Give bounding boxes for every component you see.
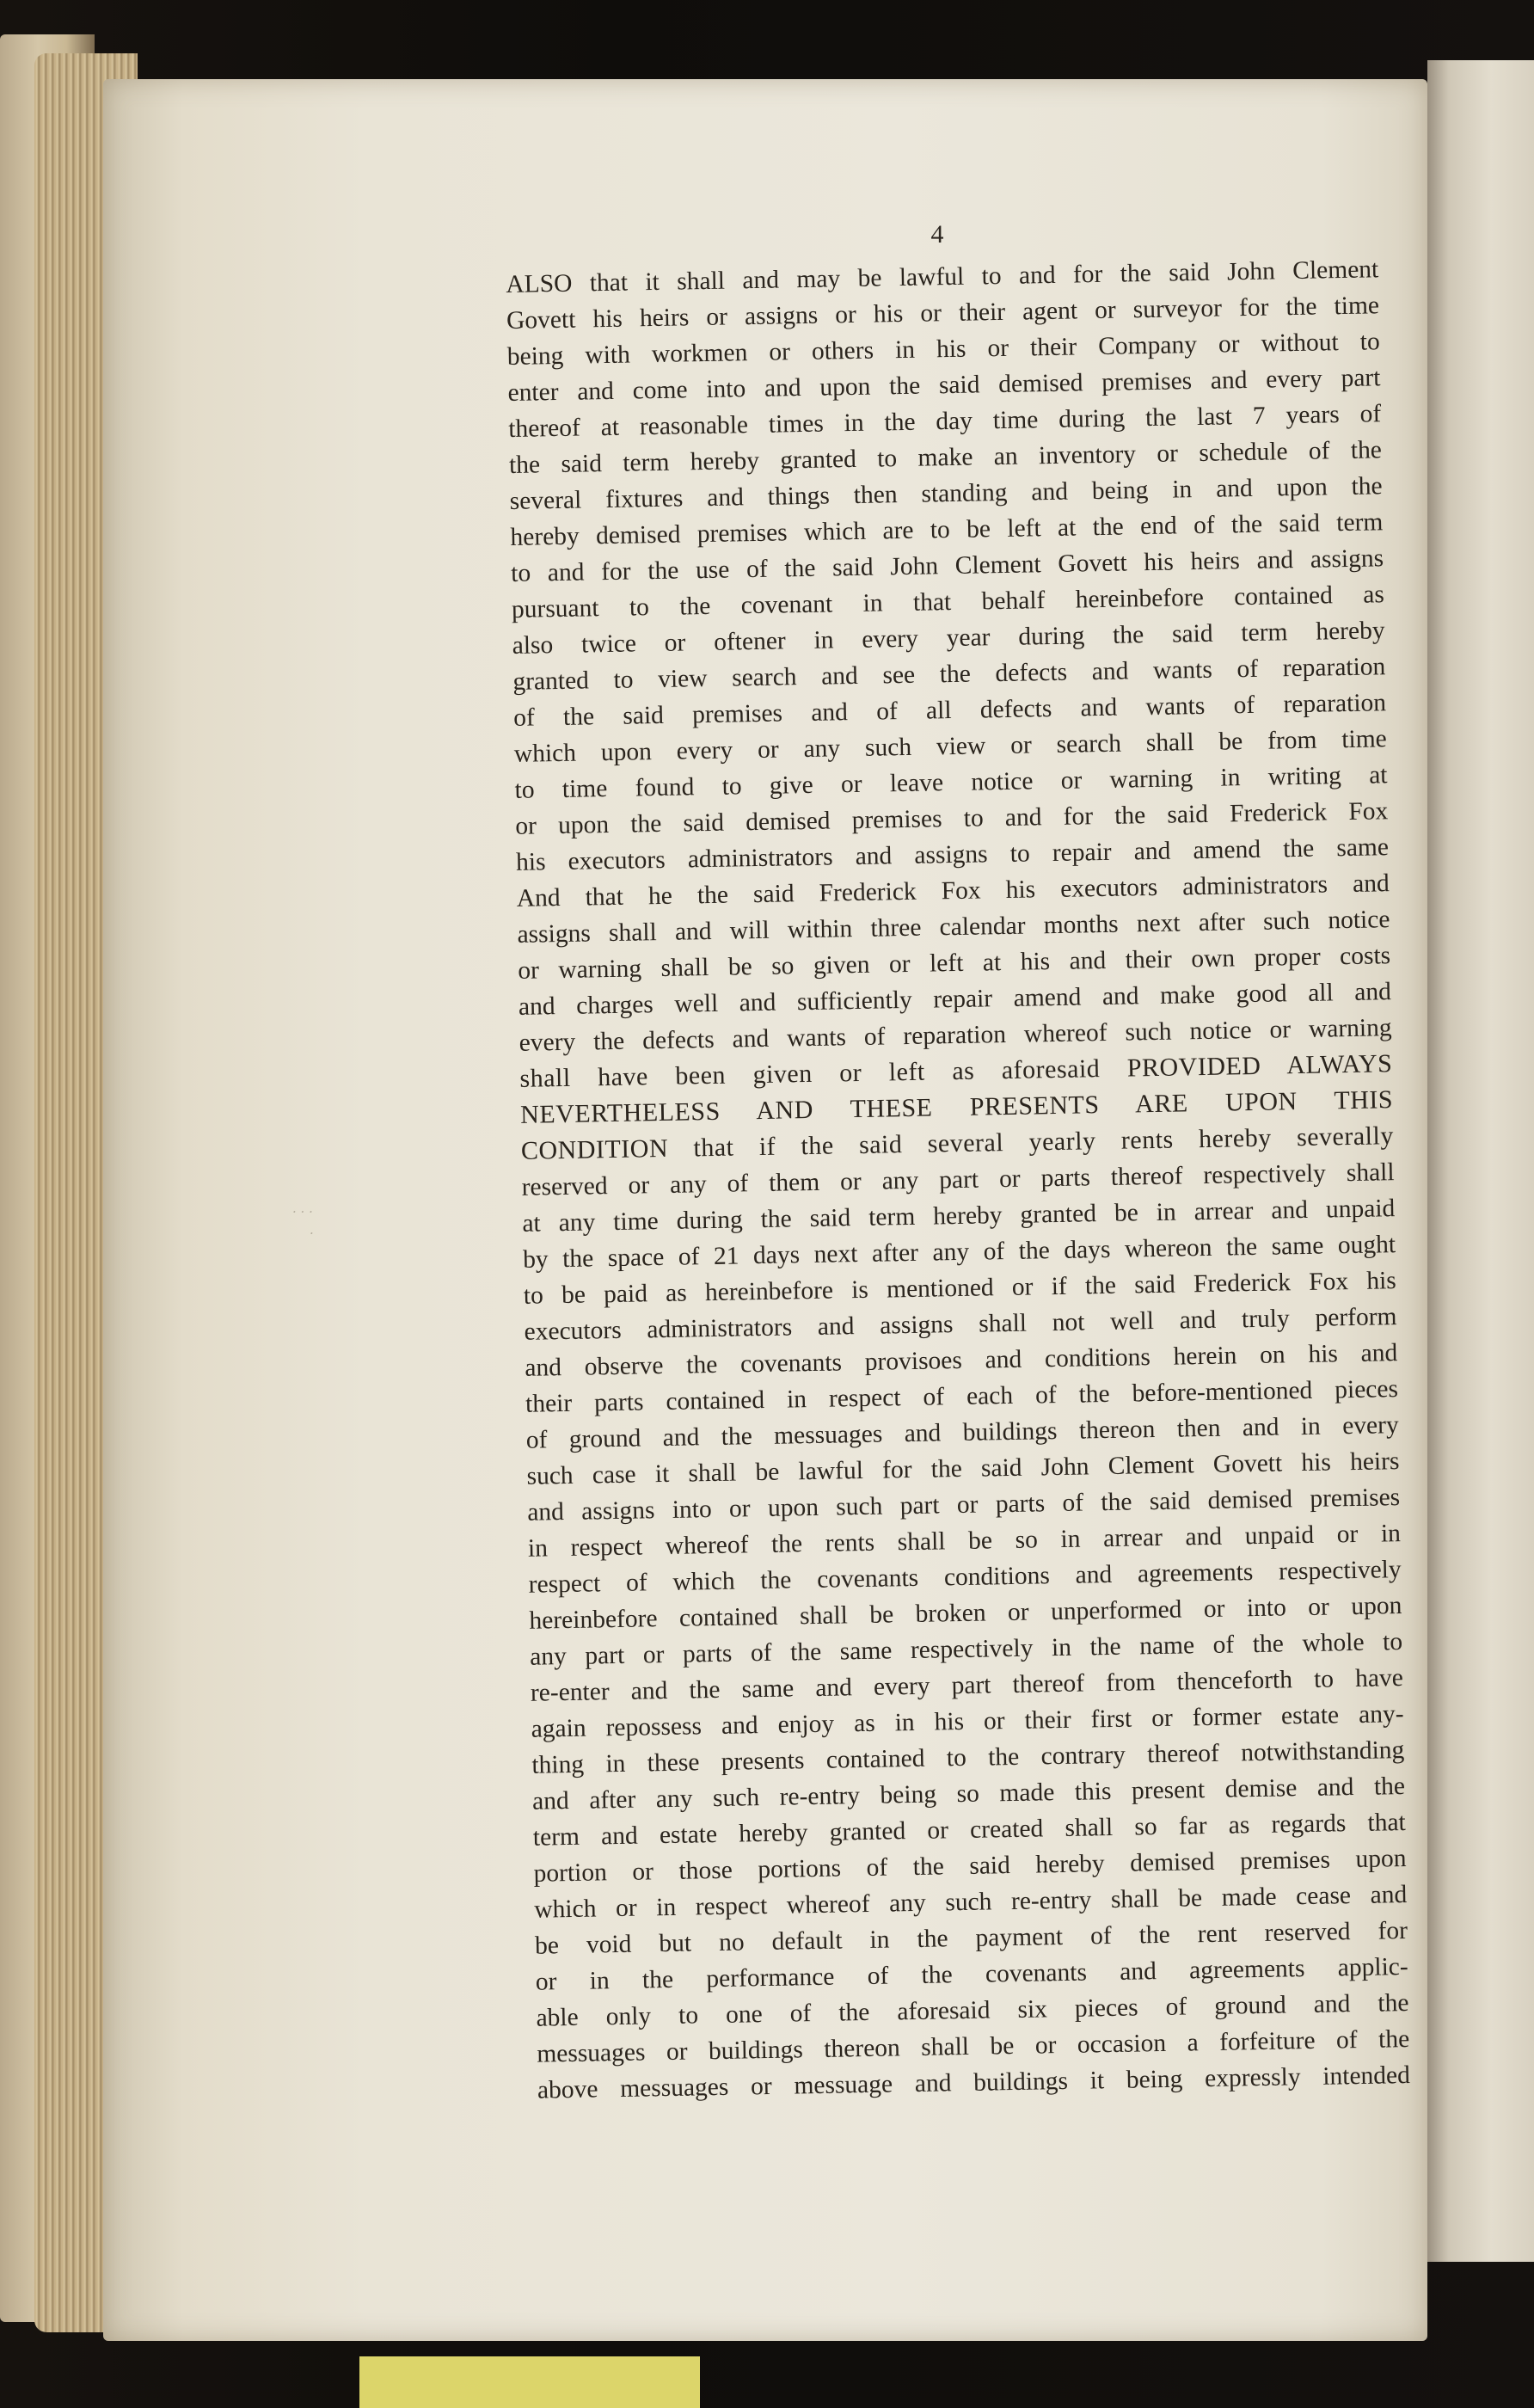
text-line: above messuages or messuage and buildings it being expressly intended [537,2061,1411,2104]
text-line: NEVERTHELESS AND THESE PRESENTS ARE UPON THIS [519,1085,1394,1129]
text-line: be void but no default in the payment of the rent reserved for [534,1916,1408,1960]
text-line: to time found to give or leave notice or warning in writing at [514,761,1388,804]
text-line: or warning shall be so given or left at his and their own proper costs [518,942,1391,985]
text-line: executors administrators and assigns shall not well and truly perform [524,1303,1397,1346]
text-line: shall have been given or left as aforesaid PROVIDED ALWAYS [519,1049,1393,1093]
text-line: at any time during the said term hereby granted be in arrear and unpaid [522,1195,1396,1238]
text-line: respect of which the covenants conditions and agreements respectively [528,1556,1402,1599]
text-line: pursuant to the covenant in that behalf hereinbefore contained as [511,580,1385,624]
text-line: any part or parts of the same respectively in the name of the whole to [529,1628,1403,1671]
bookmark-tab [359,2356,700,2408]
text-line: in respect whereof the rents shall be so in arrear and unpaid or in [527,1520,1402,1563]
text-line: several fixtures and things then standing and being in and upon the [509,472,1383,515]
text-line: which upon every or any such view or search shall be from time [513,725,1388,768]
text-line: And that he the said Frederick Fox his executors administrators and [516,869,1390,912]
text-line: again repossess and enjoy as in his or their first or former estate any- [531,1700,1404,1743]
text-line: thereof at reasonable times in the day time during the last 7 years of [508,400,1382,443]
text-line: of the said premises and of all defects and wants of reparation [512,689,1387,732]
text-line: of ground and the messuages and buildings thereon then and in every [525,1411,1399,1454]
text-line: thing in these presents contained to the contrary thereof notwithstanding [531,1736,1405,1779]
text-line: Govett his heirs or assigns or his or their agent or surveyor for the time [506,292,1380,335]
text-line: his executors administrators and assigns to repair and amend the same [515,833,1390,876]
text-line: granted to view search and see the defects and wants of reparation [512,653,1386,696]
text-line: re-enter and the same and every part thereof from thenceforth to have [530,1664,1404,1707]
text-line: assigns shall and will within three calendar months next after such notice [517,906,1390,949]
text-line: hereinbefore contained shall be broken or unperformed or into or upon [529,1592,1402,1635]
text-line: CONDITION that if the said several yearly rents hereby severally [520,1121,1395,1165]
body-text [506,251,1410,2108]
text-line: or upon the said demised premises to and for the said Frederick Fox [515,797,1389,840]
page-number: 4 [930,220,944,249]
text-line: ALSO that it shall and may be lawful to and for the said John Clement [506,255,1379,298]
text-line: and charges well and sufficiently repair amend and make good all and [518,978,1392,1021]
text-line: to be paid as hereinbefore is mentioned or if the said Frederick Fox his [523,1267,1397,1310]
text-line: their parts contained in respect of each of the before-mentioned pieces [525,1375,1399,1418]
text-line: hereby demised premises which are to be left at the end of the said term [510,508,1384,551]
text-line: the said term hereby granted to make an inventory or schedule of the [508,436,1383,479]
text-line: also twice or oftener in every year during the said term hereby [512,617,1385,660]
text-line: and observe the covenants provisoes and conditions herein on his and [525,1339,1398,1382]
text-line: reserved or any of them or any part or parts thereof respectively shall [521,1158,1395,1201]
text-line: such case it shall be lawful for the said John Clement Govett his heirs [526,1447,1400,1490]
text-line: which or in respect whereof any such re-entry shall be made cease and [534,1880,1408,1924]
text-line: enter and come into and upon the said demised premises and every part [507,364,1381,407]
text-line: to and for the use of the said John Clement Govett his heirs and assigns [510,544,1384,587]
margin-pencil-mark: · · · [292,1204,313,1219]
margin-pencil-mark: · [310,1226,314,1241]
text-line: or in the performance of the covenants and agreements applic- [535,1952,1408,1996]
text-line: portion or those portions of the said hereby demised premises upon [533,1845,1407,1888]
text-line: and assigns into or upon such part or parts of the said demised premises [527,1484,1401,1526]
text-line: being with workmen or others in his or their Company or without to [506,328,1380,371]
text-line: messuages or buildings thereon shall be or occasion a forfeiture of the [537,2024,1410,2068]
text-line: and after any such re-entry being so made this present demise and the [531,1772,1406,1815]
text-line: able only to one of the aforesaid six pieces of ground and the [536,1988,1409,2032]
text-line: by the space of 21 days next after any of the days whereon the same ought [522,1231,1396,1274]
right-neighbour-page [1427,60,1534,2262]
text-line: term and estate hereby granted or created shall so far as regards that [532,1809,1407,1852]
text-line: every the defects and wants of reparation whereof such notice or warning [518,1014,1392,1057]
